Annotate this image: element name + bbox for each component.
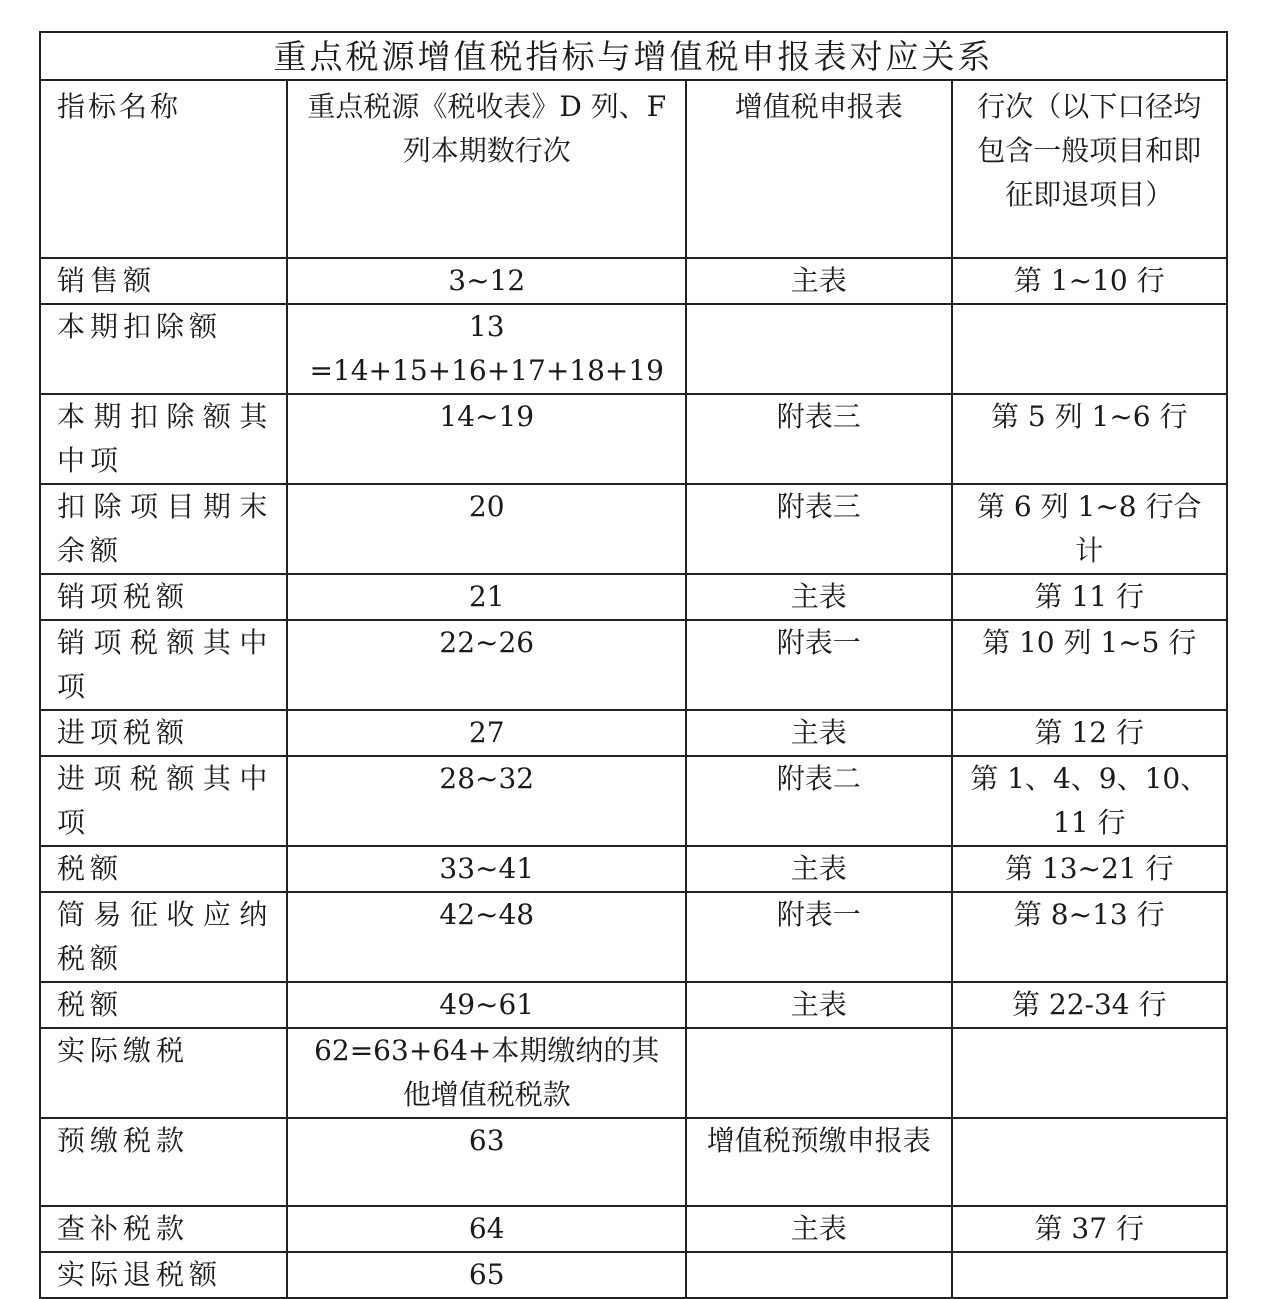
source-rows-cell: 63: [287, 1118, 686, 1206]
mapping-table: [39, 31, 1228, 1299]
indicator-name-cell: 进项税额其中项: [40, 756, 287, 846]
table-row: [40, 846, 1227, 892]
source-rows-cell: 21: [287, 574, 686, 620]
header-source-rows: 重点税源《税收表》D 列、F 列本期数行次: [287, 80, 686, 258]
declaration-form-cell: [686, 1252, 951, 1298]
indicator-name-cell: 查补税款: [40, 1206, 287, 1252]
line-numbers-cell: 第 6 列 1~8 行合计: [952, 484, 1228, 574]
indicator-name-cell: 预缴税款: [40, 1118, 287, 1206]
table-title: 重点税源增值税指标与增值税申报表对应关系: [40, 32, 1227, 80]
source-rows-cell: 20: [287, 484, 686, 574]
table-row: [40, 258, 1227, 304]
declaration-form-cell: 主表: [686, 982, 951, 1028]
line-numbers-cell: 第 22-34 行: [952, 982, 1228, 1028]
indicator-name-cell: 销售额: [40, 258, 287, 304]
declaration-form-cell: 主表: [686, 846, 951, 892]
declaration-form-cell: 主表: [686, 258, 951, 304]
source-rows-cell: 42~48: [287, 892, 686, 982]
declaration-form-cell: 附表三: [686, 394, 951, 484]
indicator-name-cell: 税额: [40, 846, 287, 892]
declaration-form-cell: 主表: [686, 710, 951, 756]
declaration-form-cell: 增值税预缴申报表: [686, 1118, 951, 1206]
declaration-form-cell: [686, 1028, 951, 1118]
line-numbers-cell: 第 37 行: [952, 1206, 1228, 1252]
indicator-name-cell: 销项税额其中项: [40, 620, 287, 710]
source-rows-cell: 65: [287, 1252, 686, 1298]
indicator-name-cell: 实际退税额: [40, 1252, 287, 1298]
table-row: [40, 574, 1227, 620]
line-numbers-cell: [952, 1118, 1228, 1206]
table-row: [40, 1206, 1227, 1252]
source-rows-cell: 27: [287, 710, 686, 756]
declaration-form-cell: [686, 304, 951, 394]
indicator-name-cell: 税额: [40, 982, 287, 1028]
indicator-name-cell: 本期扣除额其中项: [40, 394, 287, 484]
source-rows-cell: 33~41: [287, 846, 686, 892]
source-rows-cell: 49~61: [287, 982, 686, 1028]
source-rows-cell: 14~19: [287, 394, 686, 484]
table-row: [40, 620, 1227, 710]
indicator-name-cell: 进项税额: [40, 710, 287, 756]
line-numbers-cell: 第 1~10 行: [952, 258, 1228, 304]
line-numbers-cell: 第 8~13 行: [952, 892, 1228, 982]
table-row: [40, 1028, 1227, 1118]
table-row: [40, 394, 1227, 484]
declaration-form-cell: 附表二: [686, 756, 951, 846]
header-row: [40, 80, 1227, 258]
declaration-form-cell: 主表: [686, 574, 951, 620]
indicator-name-cell: 销项税额: [40, 574, 287, 620]
line-numbers-cell: [952, 304, 1228, 394]
line-numbers-cell: 第 12 行: [952, 710, 1228, 756]
indicator-name-cell: 简易征收应纳税额: [40, 892, 287, 982]
declaration-form-cell: 附表三: [686, 484, 951, 574]
table-row: [40, 756, 1227, 846]
indicator-name-cell: 实际缴税: [40, 1028, 287, 1118]
line-numbers-cell: 第 1、4、9、10、11 行: [952, 756, 1228, 846]
title-row: [40, 32, 1227, 80]
line-numbers-cell: [952, 1252, 1228, 1298]
table-row: [40, 484, 1227, 574]
line-numbers-cell: 第 5 列 1~6 行: [952, 394, 1228, 484]
source-rows-cell: 64: [287, 1206, 686, 1252]
header-line-numbers: 行次（以下口径均包含一般项目和即征即退项目）: [952, 80, 1228, 258]
table-row: [40, 710, 1227, 756]
declaration-form-cell: 附表一: [686, 620, 951, 710]
line-numbers-cell: [952, 1028, 1228, 1118]
line-numbers-cell: 第 13~21 行: [952, 846, 1228, 892]
indicator-name-cell: 本期扣除额: [40, 304, 287, 394]
table-row: [40, 1118, 1227, 1206]
indicator-name-cell: 扣除项目期末余额: [40, 484, 287, 574]
source-rows-cell: 62=63+64+本期缴纳的其他增值税税款: [287, 1028, 686, 1118]
table-row: [40, 1252, 1227, 1298]
header-declaration-form: 增值税申报表: [686, 80, 951, 258]
header-indicator-name: 指标名称: [40, 80, 287, 258]
source-rows-cell: 13 =14+15+16+17+18+19: [287, 304, 686, 394]
table-row: [40, 304, 1227, 394]
line-numbers-cell: 第 11 行: [952, 574, 1228, 620]
table-row: [40, 892, 1227, 982]
source-rows-cell: 3~12: [287, 258, 686, 304]
declaration-form-cell: 附表一: [686, 892, 951, 982]
mapping-table-container: [39, 31, 1228, 1299]
source-rows-cell: 22~26: [287, 620, 686, 710]
declaration-form-cell: 主表: [686, 1206, 951, 1252]
line-numbers-cell: 第 10 列 1~5 行: [952, 620, 1228, 710]
source-rows-cell: 28~32: [287, 756, 686, 846]
table-row: [40, 982, 1227, 1028]
